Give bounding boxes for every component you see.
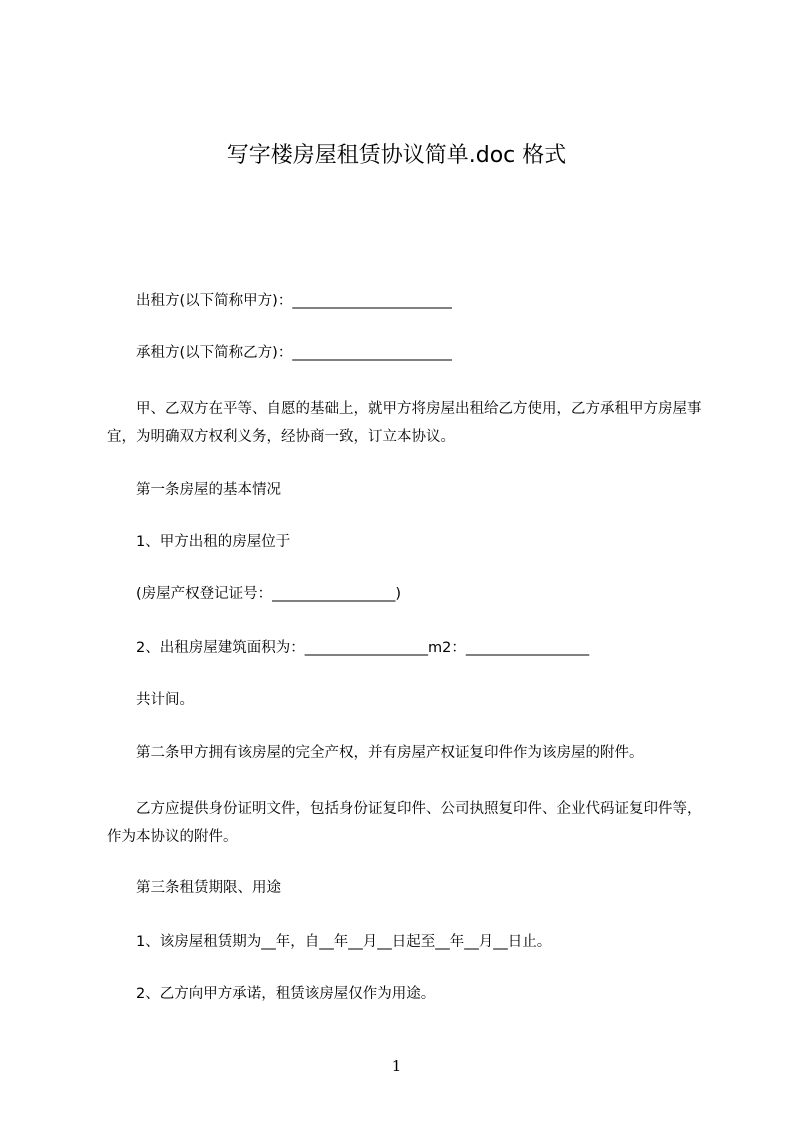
article-1-heading: 第一条房屋的基本情况: [136, 482, 281, 498]
document-title: 写字楼房屋租赁协议简单.doc 格式: [226, 143, 567, 168]
page-number: 1: [391, 1057, 402, 1075]
property-location-line: 1、甲方出租的房屋位于: [136, 534, 291, 550]
certificate-number-line: (房屋产权登记证号：_________________): [136, 586, 402, 602]
room-count-line: 共计间。: [136, 692, 194, 708]
usage-line: 2、乙方向甲方承诺，租赁该房屋仅作为用途。: [136, 986, 436, 1002]
lessor-line: 出租方(以下简称甲方)：______________________: [136, 293, 452, 309]
lease-term-line: 1、该房屋租赁期为__年，自__年__月__日起至__年__月__日止。: [136, 934, 552, 950]
lessee-documents-paragraph: 乙方应提供身份证明文件，包括身份证复印件、公司执照复印件、企业代码证复印件等，作为本协议的附件。: [107, 801, 702, 845]
article-2-heading: 第二条甲方拥有该房屋的完全产权，并有房屋产权证复印件作为该房屋的附件。: [136, 745, 644, 761]
preamble-paragraph: 甲、乙双方在平等、自愿的基础上，就甲方将房屋出租给乙方使用，乙方承租甲方房屋事宜，为明确双方权利义务，经协商一致，订立本协议。: [107, 401, 702, 445]
article-3-heading: 第三条租赁期限、用途: [136, 880, 281, 896]
lessee-line: 承租方(以下简称乙方)：______________________: [136, 345, 452, 361]
floor-area-line: 2、出租房屋建筑面积为：_________________m2：_________________: [136, 640, 590, 656]
